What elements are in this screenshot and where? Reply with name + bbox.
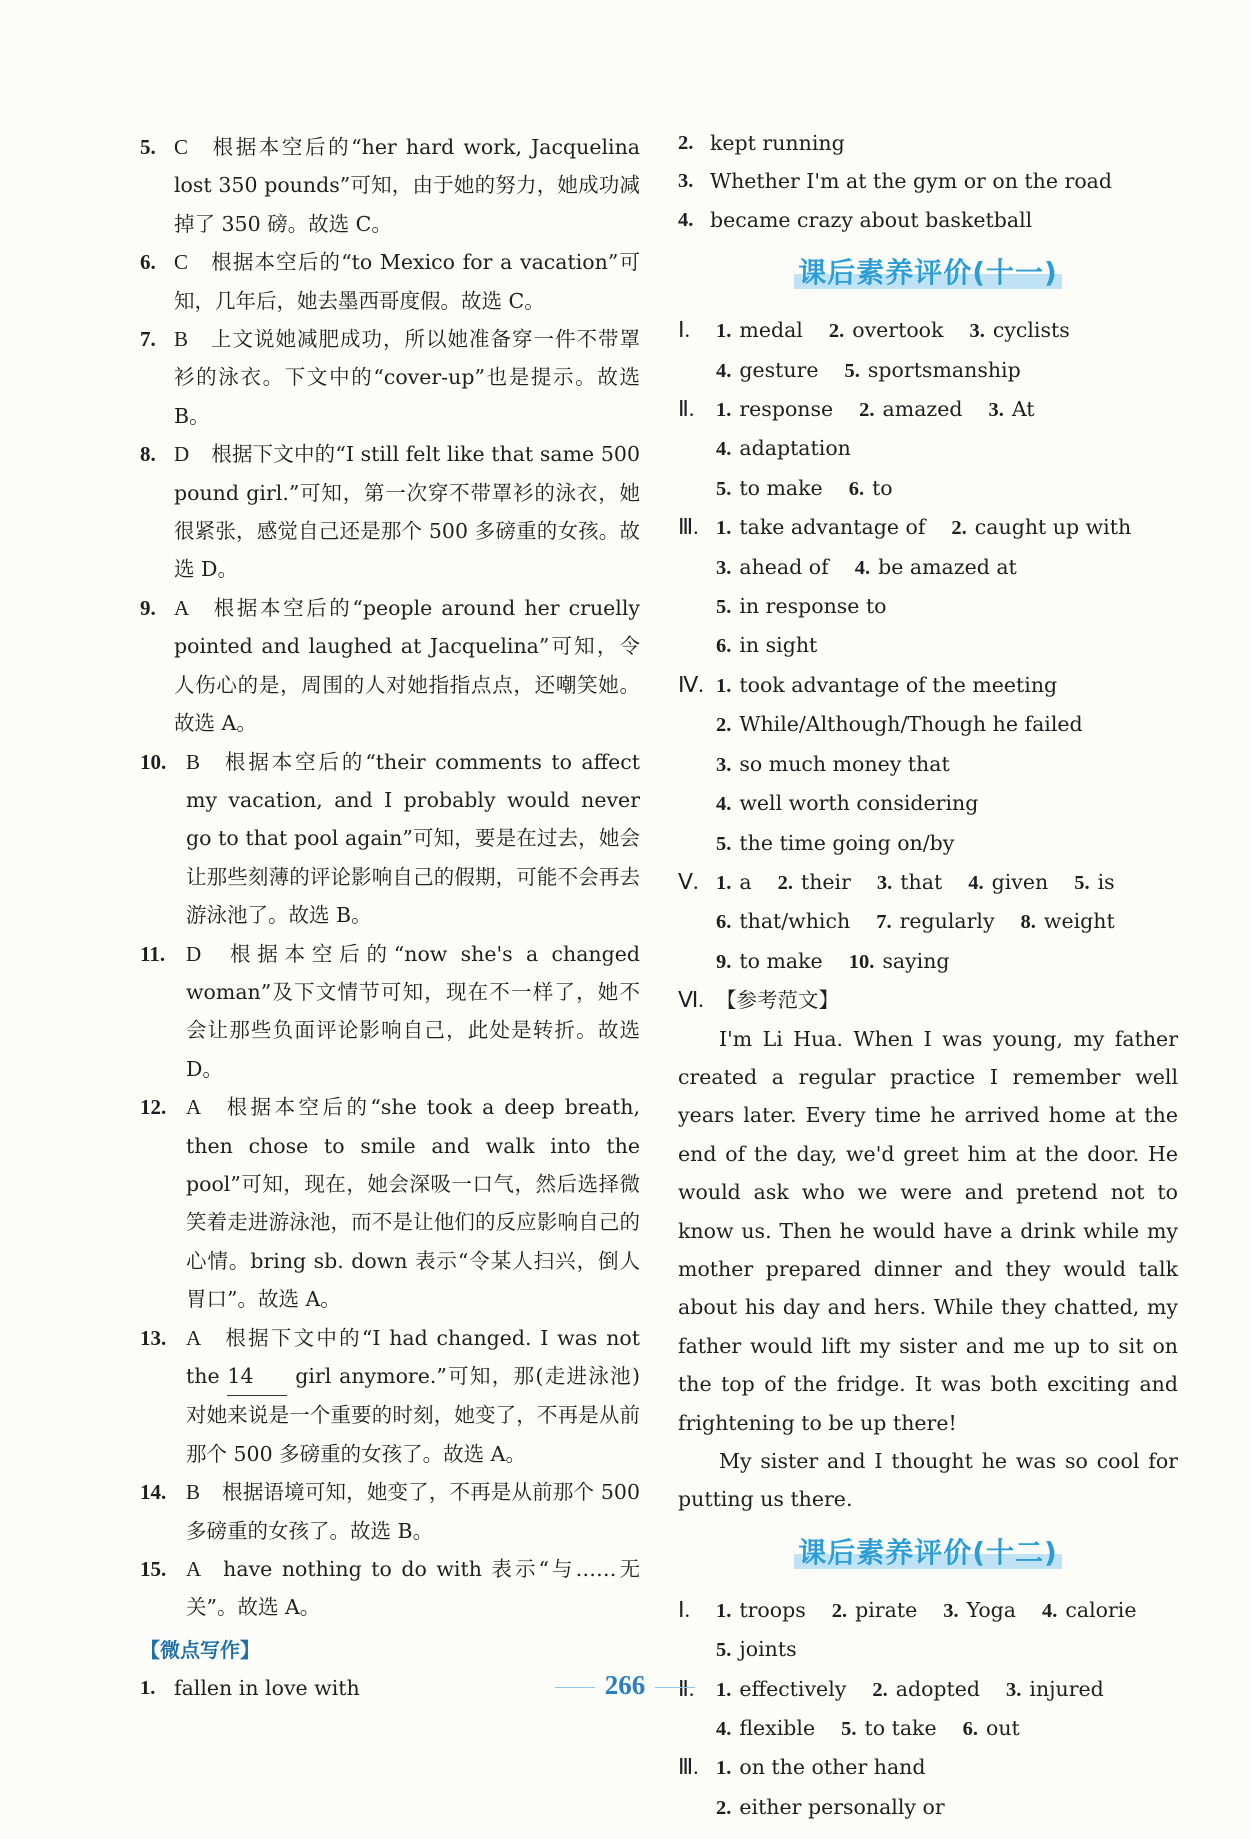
- entry-number: 10.: [140, 749, 167, 774]
- exercise-group-11: [678, 311, 1178, 981]
- left-column: [140, 128, 640, 1707]
- model-essay: [678, 1020, 1178, 1519]
- answer-entry: [140, 1319, 640, 1474]
- entry-text: 根据本空后的“people around her cruelly pointed and laughed at Jacquelina”可知，令人伤心的是，周围的人对她指指点点，还嘲笑她。故选 A。: [174, 595, 640, 736]
- answer-item: 2. While/Although/Though he failed: [716, 712, 1083, 737]
- answer-row: [716, 863, 1178, 902]
- group-g11-III: [678, 508, 1178, 666]
- answer-entry: [140, 1088, 640, 1318]
- section-heading-12: 课后素养评价(十二): [678, 1533, 1178, 1573]
- group-g11-I: [678, 311, 1178, 390]
- exercise-group-12: [678, 1591, 1178, 1827]
- answer-item: 1. took advantage of the meeting: [716, 672, 1058, 697]
- entry-answer: B: [186, 749, 201, 774]
- group-g11-II: [678, 390, 1178, 508]
- answer-row: [716, 469, 1178, 508]
- entry-number: 8.: [140, 442, 156, 467]
- essay-paragraph-2: My sister and I thought he was so cool for putting us there.: [678, 1449, 1178, 1512]
- answer-row: [716, 942, 1178, 981]
- roman-numeral: Ⅲ.: [678, 514, 699, 540]
- writing-list: [678, 124, 1178, 239]
- entry-answer: A: [174, 595, 190, 620]
- group-11-VI: Ⅵ. 【参考范文】: [678, 987, 839, 1013]
- entry-body: [186, 1473, 640, 1550]
- roman-numeral: Ⅰ.: [678, 317, 690, 343]
- entry-number: 6.: [140, 250, 156, 275]
- writing-item-1: 1. fallen in love with: [140, 1675, 360, 1700]
- writing-item: 2. kept running: [678, 131, 845, 155]
- section-heading-11: 课后素养评价(十一): [678, 253, 1178, 293]
- entry-answer: C: [174, 250, 189, 275]
- answer-row: [716, 548, 1178, 627]
- answer-row: [716, 1630, 1178, 1669]
- answer-row: [716, 626, 1178, 665]
- entry-text: 根据本空后的“now she's a changed woman”及下文情节可知，现在不一样了，她不会让那些负面评论影响自己，此处是转折。故选 D。: [186, 941, 640, 1081]
- answer-item: 8. weight: [1020, 909, 1115, 934]
- answer-item: 6. to: [848, 475, 893, 500]
- entry-answer: A: [186, 1095, 202, 1120]
- answer-row: [716, 745, 1178, 784]
- answer-item: 5. is: [1074, 869, 1115, 894]
- entry-answer: D: [174, 442, 190, 467]
- entry-body: [174, 435, 640, 589]
- page-number-dash-left: [555, 1687, 595, 1688]
- answer-entry: [140, 1550, 640, 1627]
- answer-row: [716, 351, 1178, 390]
- answer-item: 3. Yoga: [943, 1597, 1017, 1622]
- entry-body: [174, 589, 640, 743]
- answer-item: 9. to make: [716, 948, 823, 973]
- roman-numeral: Ⅰ.: [678, 1596, 690, 1622]
- entry-text: girl anymore.”可知，那(走进泳池)对她来说是一个重要的时刻，她变了，不再是从前那个 500 多磅重的女孩了。故选 A。: [186, 1364, 640, 1466]
- right-column: [678, 124, 1178, 1827]
- answer-entries: [140, 128, 640, 1627]
- answer-row: [716, 1709, 1178, 1748]
- answer-item: 5. in response to: [716, 594, 887, 619]
- entry-answer: B: [186, 1480, 201, 1505]
- entry-text: 根据下文中的“I had changed. I was not the: [186, 1325, 640, 1388]
- answer-entry: [140, 320, 640, 435]
- entry-text: 根据语境可知，她变了，不再是从前那个 500 多磅重的女孩了。故选 B。: [186, 1480, 640, 1543]
- entry-answer: D: [186, 941, 202, 966]
- entry-text: 根据本空后的“their comments to affect my vacation, and I probably would never go to that pool again”可知，要是在过去，她会让那些刻薄的评论影响自己的假期，可能不会再去游泳池了。故选 B。: [186, 749, 640, 928]
- answer-row: [716, 705, 1178, 744]
- group-g12-I: [678, 1591, 1178, 1670]
- answer-entry: [140, 128, 640, 243]
- entry-text: 根据本空后的“to Mexico for a vacation”可知，几年后，她去墨西哥度假。故选 C。: [174, 250, 640, 313]
- entry-number: 14.: [140, 1480, 167, 1505]
- entry-answer: A: [186, 1325, 202, 1350]
- answer-row: [716, 824, 1178, 863]
- answer-item: 3. so much money that: [716, 751, 950, 776]
- answer-item: 10. saying: [848, 948, 950, 973]
- answer-item: 4. be amazed at: [854, 554, 1017, 579]
- answer-entry: [140, 243, 640, 320]
- answer-row: [716, 390, 1178, 469]
- answer-entry: [140, 743, 640, 935]
- essay-paragraph-1: I'm Li Hua. When I was young, my father created a regular practice I remember well years later. Every time he arrived home at the end of the day, we'd greet him at the door. He would ask who we were and pretend not to know us. Then he would have a drink while my mother prepared dinner and they would talk about his day and hers. While they chatted, my father would lift my sister and me up to sit on the top of the fridge. It was both exciting and frightening to be up there!: [678, 1026, 1178, 1435]
- answer-item: 3. cyclists: [969, 318, 1070, 343]
- answer-item: 2. amazed: [859, 397, 963, 422]
- entry-answer: B: [174, 327, 189, 352]
- answer-item: 2. overtook: [828, 318, 944, 343]
- entry-body: [174, 243, 640, 320]
- entry-body: [186, 935, 640, 1089]
- answer-entry: [140, 935, 640, 1089]
- entry-body: [186, 1550, 640, 1627]
- page-number: 266: [0, 1670, 1250, 1701]
- writing-item: 3. Whether I'm at the gym or on the road: [678, 169, 1113, 194]
- answer-item: 4. calorie: [1042, 1597, 1137, 1622]
- page-number-dash-right: [655, 1687, 695, 1688]
- entry-text: 根据本空后的“she took a deep breath, then chose to smile and walk into the pool”可知，现在，她会深吸一口气，然后选择微笑着走进游泳池，而不是让他们的反应影响自己的心情。bring sb. down 表示“令某人扫兴，倒人胃口”。故选 A。: [186, 1095, 640, 1312]
- entry-number: 11.: [140, 941, 166, 966]
- answer-item: 4. flexible: [716, 1716, 816, 1741]
- answer-entry: [140, 435, 640, 589]
- writing-section-tag: 【微点写作】: [140, 1637, 260, 1662]
- answer-item: 1. response: [716, 397, 834, 422]
- answer-row: [716, 784, 1178, 823]
- answer-item: 5. joints: [716, 1637, 797, 1662]
- answer-item: 3. At: [988, 397, 1035, 422]
- answer-item: 4. given: [968, 869, 1049, 894]
- roman-numeral: Ⅳ.: [678, 671, 704, 697]
- answer-row: [716, 508, 1178, 547]
- entry-number: 15.: [140, 1557, 167, 1582]
- roman-numeral: Ⅲ.: [678, 1754, 699, 1780]
- answer-item: 6. that/which: [716, 909, 851, 934]
- entry-blank: 14: [227, 1357, 287, 1396]
- answer-item: 2. caught up with: [951, 515, 1132, 540]
- answer-row: [716, 666, 1178, 705]
- answer-entry: [140, 1473, 640, 1550]
- answer-item: 1. a: [716, 869, 752, 894]
- entry-text: 根据下文中的“I still felt like that same 500 pound girl.”可知，第一次穿不带罩衫的泳衣，她很紧张，感觉自己还是那个 500 多磅重的女孩。故选 D。: [174, 442, 640, 582]
- answer-item: 2. pirate: [831, 1597, 918, 1622]
- answer-item: 4. gesture: [716, 357, 819, 382]
- entry-text: 上文说她减肥成功，所以她准备穿一件不带罩衫的泳衣。下文中的“cover-up”也是提示。故选 B。: [174, 327, 640, 428]
- answer-item: 5. to make: [716, 475, 823, 500]
- entry-body: [174, 128, 640, 243]
- group-g12-III: [678, 1748, 1178, 1827]
- answer-item: 3. that: [876, 869, 943, 894]
- answer-item: 6. out: [962, 1716, 1020, 1741]
- answer-item: 1. on the other hand: [716, 1755, 926, 1780]
- answer-item: 4. adaptation: [716, 436, 851, 461]
- answer-item: 1. effectively: [716, 1676, 847, 1701]
- entry-number: 12.: [140, 1095, 167, 1120]
- answer-item: 3. ahead of: [716, 554, 829, 579]
- answer-item: 1. medal: [716, 318, 803, 343]
- answer-item: 4. well worth considering: [716, 791, 979, 816]
- entry-body: [186, 743, 640, 935]
- group-g11-V: [678, 863, 1178, 981]
- group-g11-IV: [678, 666, 1178, 863]
- answer-item: 2. their: [777, 869, 851, 894]
- entry-body: [186, 1088, 640, 1318]
- entry-answer: A: [186, 1557, 202, 1582]
- answer-item: 7. regularly: [876, 909, 995, 934]
- entry-number: 13.: [140, 1325, 167, 1350]
- answer-item: 5. the time going on/by: [716, 830, 955, 855]
- answer-row: [716, 1748, 1178, 1827]
- answer-item: 1. take advantage of: [716, 515, 926, 540]
- answer-entry: [140, 589, 640, 743]
- entry-number: 5.: [140, 135, 156, 159]
- answer-item: 2. either personally or: [716, 1794, 945, 1819]
- roman-numeral: Ⅴ.: [678, 868, 699, 894]
- entry-answer: C: [174, 135, 189, 159]
- entry-body: [186, 1319, 640, 1474]
- answer-row: [716, 1591, 1178, 1630]
- answer-item: 5. sportsmanship: [844, 357, 1021, 382]
- answer-item: 3. injured: [1006, 1676, 1104, 1701]
- answer-item: 6. in sight: [716, 633, 818, 658]
- entry-text: have nothing to do with 表示“与……无关”。故选 A。: [186, 1557, 640, 1620]
- entry-text: 根据本空后的“her hard work, Jacquelina lost 350 pounds”可知，由于她的努力，她成功减掉了 350 磅。故选 C。: [174, 135, 640, 236]
- writing-item: 4. became crazy about basketball: [678, 207, 1033, 232]
- roman-numeral: Ⅱ.: [678, 1675, 695, 1701]
- entry-number: 9.: [140, 595, 156, 620]
- answer-item: 5. to take: [841, 1716, 937, 1741]
- entry-number: 7.: [140, 327, 156, 352]
- answer-row: [716, 902, 1178, 941]
- entry-body: [174, 320, 640, 435]
- answer-item: 1. troops: [716, 1597, 806, 1622]
- roman-numeral: Ⅱ.: [678, 396, 695, 422]
- answer-row: [716, 311, 1178, 350]
- answer-item: 2. adopted: [872, 1676, 981, 1701]
